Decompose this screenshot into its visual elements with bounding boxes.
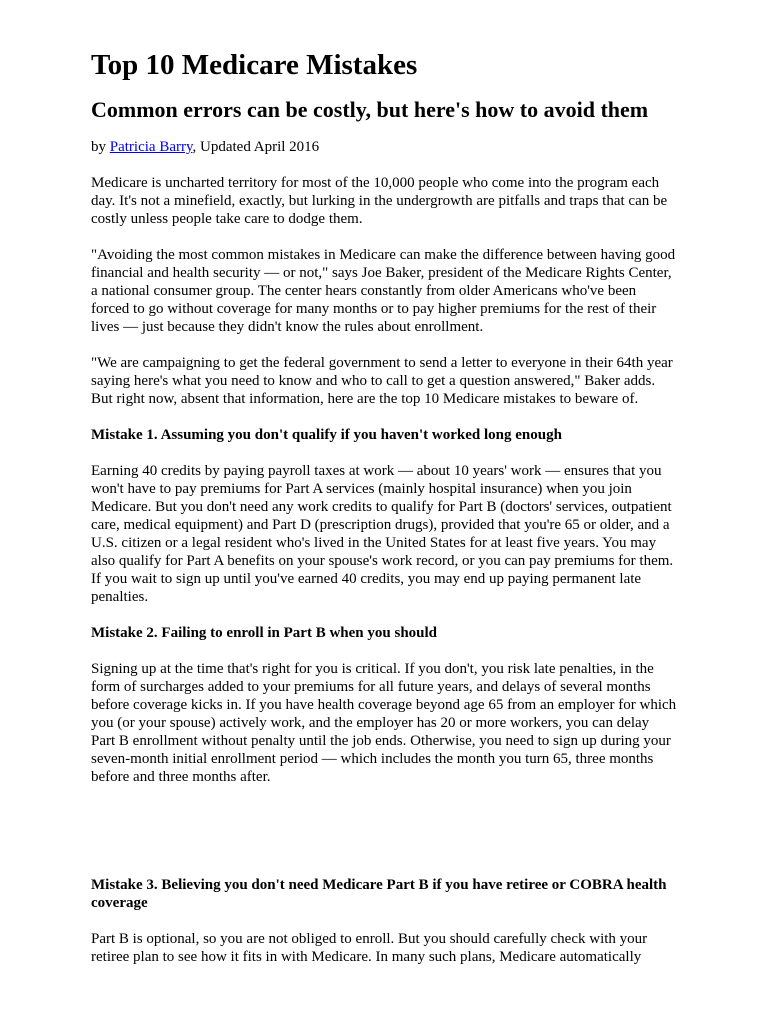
intro-paragraph-3: "We are campaigning to get the federal government to send a letter to everyone in their 64th year saying here's what you need to know and who to call to get a question answered," Baker adds. But right now, absent that information, here are the top 10 Medicare mistakes to beware of. <box>91 355 673 407</box>
author-link[interactable]: Patricia Barry <box>109 139 193 155</box>
byline <box>91 138 677 156</box>
mistake-1-text: Earning 40 credits by paying payroll taxes at work — about 10 years' work — ensures that you won't have to pay premiums for Part A services (mainly hospital insurance) when you join Medicare. But you don't need any work credits to qualify for Part B (doctors' services, outpatient care, medical equipment) and Part D (prescription drugs), provided that you're 65 or older, and a U.S. citizen or a legal resident who's lived in the United States for at least five years. You may also qualify for Part A benefits on your spouse's work record, or you can pay premiums for them. If you wait to sign up until you've earned 40 credits, you may end up paying permanent late penalties. <box>91 463 674 605</box>
article-subtitle: Common errors can be costly, but here's how to avoid them <box>91 97 649 122</box>
mistake-3-heading: Mistake 3. Believing you don't need Medicare Part B if you have retiree or COBRA health coverage <box>91 877 667 911</box>
article-title: Top 10 Medicare Mistakes <box>91 49 418 81</box>
byline-date: , Updated April 2016 <box>192 139 320 155</box>
mistake-1-heading: Mistake 1. Assuming you don't qualify if you haven't worked long enough <box>91 427 562 443</box>
blank-space <box>91 786 677 858</box>
byline-prefix: by <box>91 139 110 155</box>
mistake-2-heading: Mistake 2. Failing to enroll in Part B when you should <box>91 625 438 641</box>
intro-paragraph-1: Medicare is uncharted territory for most of the 10,000 people who come into the program each day. It's not a minefield, exactly, but lurking in the undergrowth are pitfalls and traps that can be costly unless people take care to dodge them. <box>91 175 668 227</box>
mistake-3-text: Part B is optional, so you are not obliged to enroll. But you should carefully check with your retiree plan to see how it fits in with Medicare. In many such plans, Medicare automatically <box>91 931 648 965</box>
intro-paragraph-2: "Avoiding the most common mistakes in Medicare can make the difference between having good financial and health security — or not," says Joe Baker, president of the Medicare Rights Center, a national consumer group. The center hears constantly from older Americans who've been forced to go without coverage for many months or to pay higher premiums for the rest of their lives — just because they didn't know the rules about enrollment. <box>91 247 676 335</box>
mistake-2-text: Signing up at the time that's right for you is critical. If you don't, you risk late penalties, in the form of surcharges added to your premiums for all future years, and delays of several months before coverage kicks in. If you have health coverage beyond age 65 from an employer for which you (or your spouse) actively work, and the employer has 20 or more workers, you can delay Part B enrollment without penalty until the job ends. Otherwise, you need to sign up during your seven-month initial enrollment period — which includes the month you turn 65, three months before and three months after. <box>91 661 677 785</box>
